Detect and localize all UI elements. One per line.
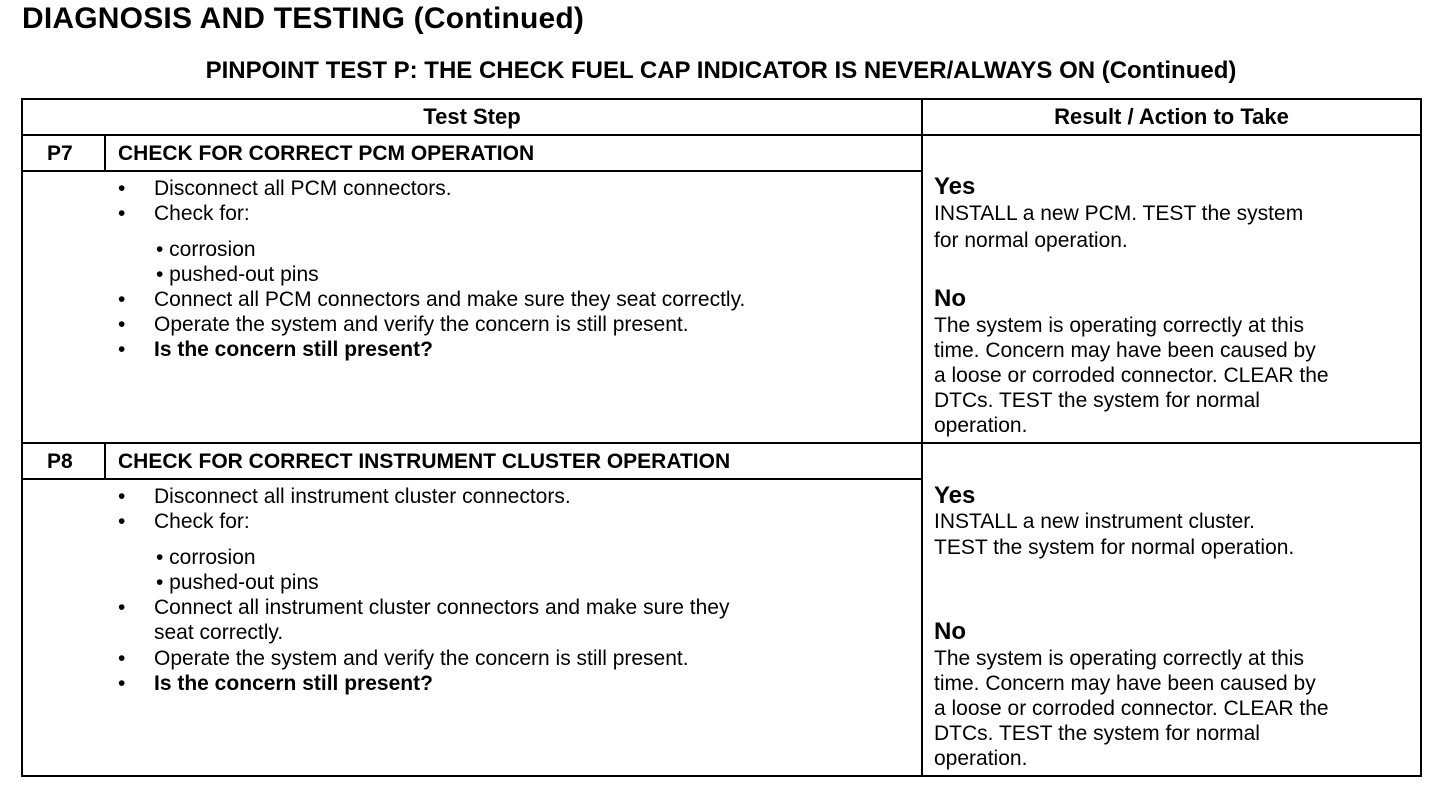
list-item: Check for: xyxy=(154,202,250,225)
page-title: DIAGNOSIS AND TESTING (Continued) xyxy=(22,2,585,35)
result-no-label: No xyxy=(934,285,966,312)
sub-list-item: • pushed-out pins xyxy=(156,263,319,286)
result-no-text: a loose or corroded connector. CLEAR the xyxy=(934,364,1329,387)
result-no-text: operation. xyxy=(934,414,1028,437)
list-item: Disconnect all instrument cluster connectors. xyxy=(154,485,571,508)
p8-id-divider xyxy=(104,443,106,479)
result-no-text: The system is operating correctly at this xyxy=(934,314,1304,337)
bullet-dot: • xyxy=(118,177,126,200)
sub-list-item: • corrosion xyxy=(156,238,256,261)
list-item: Check for: xyxy=(154,510,250,533)
step-title-p7: CHECK FOR CORRECT PCM OPERATION xyxy=(118,142,535,165)
p7-id-divider xyxy=(104,134,106,171)
list-item-continued: seat correctly. xyxy=(154,621,284,644)
test-subtitle: PINPOINT TEST P: THE CHECK FUEL CAP INDICATOR IS NEVER/ALWAYS ON (Continued) xyxy=(205,57,1237,84)
result-no-text: The system is operating correctly at this xyxy=(934,647,1304,670)
result-yes-label: Yes xyxy=(934,482,976,509)
result-yes-label: Yes xyxy=(934,173,976,200)
sub-list-item: • pushed-out pins xyxy=(156,571,319,594)
p7-title-divider xyxy=(21,170,922,172)
bullet-dot: • xyxy=(118,485,126,508)
bullet-dot: • xyxy=(118,672,126,695)
bullet-dot: • xyxy=(118,313,126,336)
result-no-text: a loose or corroded connector. CLEAR the xyxy=(934,697,1329,720)
result-yes-text: INSTALL a new PCM. TEST the system xyxy=(934,202,1304,225)
list-item-question: Is the concern still present? xyxy=(154,338,433,361)
p8-title-divider xyxy=(21,478,922,480)
bullet-dot: • xyxy=(118,596,126,619)
step-title-p8: CHECK FOR CORRECT INSTRUMENT CLUSTER OPERATION xyxy=(118,450,731,473)
list-item: Operate the system and verify the concern is still present. xyxy=(154,313,689,336)
result-no-text: time. Concern may have been caused by xyxy=(934,672,1316,695)
bullet-dot: • xyxy=(118,647,126,670)
list-item: Connect all instrument cluster connectors and make sure they xyxy=(154,596,730,619)
sub-list-item: • corrosion xyxy=(156,546,256,569)
column-divider xyxy=(921,98,923,777)
row-divider xyxy=(21,442,1422,444)
result-no-text: operation. xyxy=(934,747,1028,770)
column-header-result: Result / Action to Take xyxy=(1054,104,1289,129)
column-header-test-step: Test Step xyxy=(423,104,521,129)
bullet-dot: • xyxy=(118,288,126,311)
bullet-dot: • xyxy=(118,338,126,361)
result-yes-text: INSTALL a new instrument cluster. xyxy=(934,510,1255,533)
result-yes-text: TEST the system for normal operation. xyxy=(934,536,1295,559)
result-no-text: DTCs. TEST the system for normal xyxy=(934,722,1260,745)
result-yes-text: for normal operation. xyxy=(934,229,1128,252)
bullet-dot: • xyxy=(118,202,126,225)
list-item-question: Is the concern still present? xyxy=(154,672,433,695)
result-no-text: DTCs. TEST the system for normal xyxy=(934,389,1260,412)
list-item: Disconnect all PCM connectors. xyxy=(154,177,452,200)
result-no-label: No xyxy=(934,618,966,645)
step-id-p8: P8 xyxy=(47,450,73,473)
bullet-dot: • xyxy=(118,510,126,533)
header-divider xyxy=(21,134,1422,136)
result-no-text: time. Concern may have been caused by xyxy=(934,339,1316,362)
step-id-p7: P7 xyxy=(47,142,73,165)
list-item: Operate the system and verify the concern is still present. xyxy=(154,647,689,670)
list-item: Connect all PCM connectors and make sure they seat correctly. xyxy=(154,288,746,311)
